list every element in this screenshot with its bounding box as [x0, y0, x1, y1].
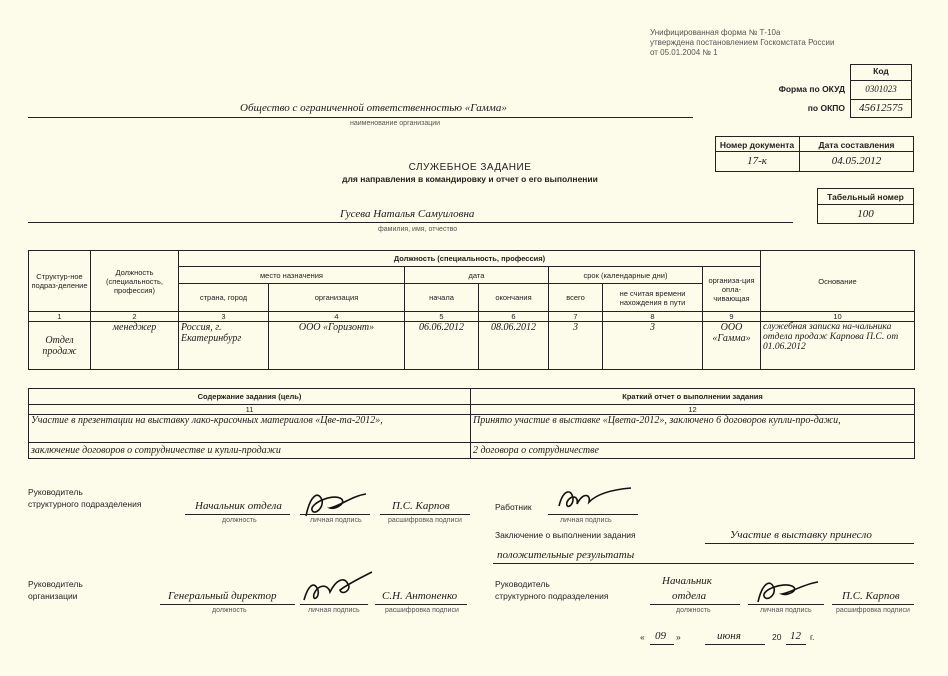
page-subtitle: для направления в командировку и отчет о его выполнении [342, 174, 598, 184]
form-note-2: утверждена постановлением Госкомстата России [650, 38, 835, 47]
form-note-3: от 05.01.2004 № 1 [650, 48, 718, 57]
header-not-counting: не считая времени нахождения в пути [603, 284, 703, 312]
head-dept-label-2: структурного подразделения [28, 499, 142, 509]
page-title: СЛУЖЕБНОЕ ЗАДАНИЕ [408, 162, 532, 173]
doc-number-value: 17-к [747, 155, 767, 167]
cell-position: менеджер [91, 322, 179, 370]
task-content-line-2: заключение договоров о сотрудничестве и купли-продажи [29, 443, 471, 459]
code-label: Код [873, 66, 889, 76]
cell-basis: служебная записка на-чальника отдела продаж Карпова П.С. от 01.06.2012 [761, 322, 915, 370]
header-start: начала [405, 284, 479, 312]
col-number: 7 [549, 312, 603, 322]
employee-caption: фамилия, имя, отчество [378, 226, 458, 233]
head-dept2-position-1: Начальник [662, 575, 712, 587]
head-dept-name: П.С. Карпов [392, 500, 450, 512]
cell-without-travel: 3 [603, 322, 703, 370]
task-report-label: Краткий отчет о выполнении задания [471, 389, 915, 405]
caption-signature: личная подпись [560, 517, 612, 524]
caption-name: расшифровка подписи [385, 607, 459, 614]
header-payer: организа-ция опла-чивающая [703, 267, 761, 312]
cell-payer: ООО «Гамма» [703, 322, 761, 370]
caption-name: расшифровка подписи [388, 517, 462, 524]
col-number: 3 [179, 312, 269, 322]
okpo-label: по ОКПО [807, 103, 845, 113]
date-quote-close: » [676, 632, 681, 642]
header-position: Должность (специальность, профессия) [91, 251, 179, 312]
head-dept2-position-2: отдела [672, 590, 707, 602]
caption-signature: личная подпись [310, 517, 362, 524]
form-note-1: Унифицированная форма № Т-10а [650, 28, 781, 37]
head-dept2-label-2: структурного подразделения [495, 591, 609, 601]
header-country: страна, город [179, 284, 269, 312]
head-dept2-label-1: Руководитель [495, 579, 550, 589]
head-org-name: С.Н. Антоненко [382, 590, 458, 602]
head-dept-position: Начальник отдела [195, 500, 282, 512]
col-number: 6 [479, 312, 549, 322]
date-quote-open: « [640, 632, 645, 642]
col-number: 10 [761, 312, 915, 322]
tab-number-value: 100 [857, 208, 874, 220]
caption-signature: личная подпись [760, 607, 812, 614]
col-number: 9 [703, 312, 761, 322]
task-report-line-2: 2 договора о сотрудничестве [471, 443, 915, 459]
head-org-label-1: Руководитель [28, 579, 83, 589]
header-group: Должность (специальность, профессия) [179, 251, 761, 267]
employee-name: Гусева Наталья Самуиловна [340, 208, 475, 220]
header-org: организация [269, 284, 405, 312]
task-table [28, 388, 915, 459]
cell-country-city: Россия, г. Екатеринбург [179, 322, 269, 370]
col-number: 4 [269, 312, 405, 322]
header-total: всего [549, 284, 603, 312]
caption-signature: личная подпись [308, 607, 360, 614]
head-org-label-2: организации [28, 591, 78, 601]
col-number: 2 [91, 312, 179, 322]
header-place: место назначения [179, 267, 405, 284]
head-dept-label-1: Руководитель [28, 487, 83, 497]
header-dept: Структур-ное подраз-деление [29, 251, 91, 312]
cell-end: 08.06.2012 [479, 322, 549, 370]
worker-label: Работник [495, 502, 532, 512]
date-month: июня [717, 630, 741, 642]
header-end: окончания [479, 284, 549, 312]
caption-name: расшифровка подписи [836, 607, 910, 614]
header-term: срок (календарные дни) [549, 267, 703, 284]
header-date: дата [405, 267, 549, 284]
assignment-table [28, 250, 915, 370]
task-content-line-1: Участие в презентации на выставку лако-красочных материалов «Цве-та-2012», [29, 415, 471, 443]
cell-total: 3 [549, 322, 603, 370]
task-content-label: Содержание задания (цель) [29, 389, 471, 405]
date-year-suffix: г. [810, 632, 815, 642]
caption-position: должность [212, 607, 247, 614]
doc-number-label: Номер документа [719, 140, 795, 150]
col-number: 11 [29, 405, 471, 415]
task-report-line-1: Принято участие в выставке «Цвета-2012», заключено 6 договоров купли-про-дажи, [471, 415, 915, 443]
tab-number-label: Табельный номер [827, 192, 904, 202]
doc-date-value: 04.05.2012 [831, 155, 882, 167]
okud-value: 0301023 [865, 84, 897, 94]
okpo-value: 45612575 [859, 102, 903, 114]
conclusion-text-2: положительные результаты [497, 549, 635, 561]
table-row [29, 322, 915, 370]
col-number: 12 [471, 405, 915, 415]
col-number: 1 [29, 312, 91, 322]
organization-name: Общество с ограниченной ответственностью «Гамма» [240, 102, 507, 114]
date-year-prefix: 20 [772, 632, 782, 642]
conclusion-label: Заключение о выполнении задания [495, 530, 636, 540]
col-number: 8 [603, 312, 703, 322]
cell-dept: Отдел продаж [29, 322, 91, 370]
date-day: 09 [655, 630, 666, 642]
head-dept2-signature [752, 574, 822, 608]
cell-organization: ООО «Горизонт» [269, 322, 405, 370]
head-dept2-name: П.С. Карпов [842, 590, 900, 602]
conclusion-text-1: Участие в выставку принесло [730, 529, 872, 541]
doc-date-label: Дата составления [818, 140, 895, 150]
organization-caption: наименование организации [350, 120, 441, 127]
head-org-position: Генеральный директор [168, 590, 277, 602]
date-year: 12 [790, 630, 801, 642]
cell-start: 06.06.2012 [405, 322, 479, 370]
okud-label: Форма по ОКУД [778, 84, 845, 94]
col-number: 5 [405, 312, 479, 322]
caption-position: должность [222, 517, 257, 524]
caption-position: должность [676, 607, 711, 614]
worker-signature [555, 482, 635, 516]
header-basis: Основание [761, 251, 915, 312]
